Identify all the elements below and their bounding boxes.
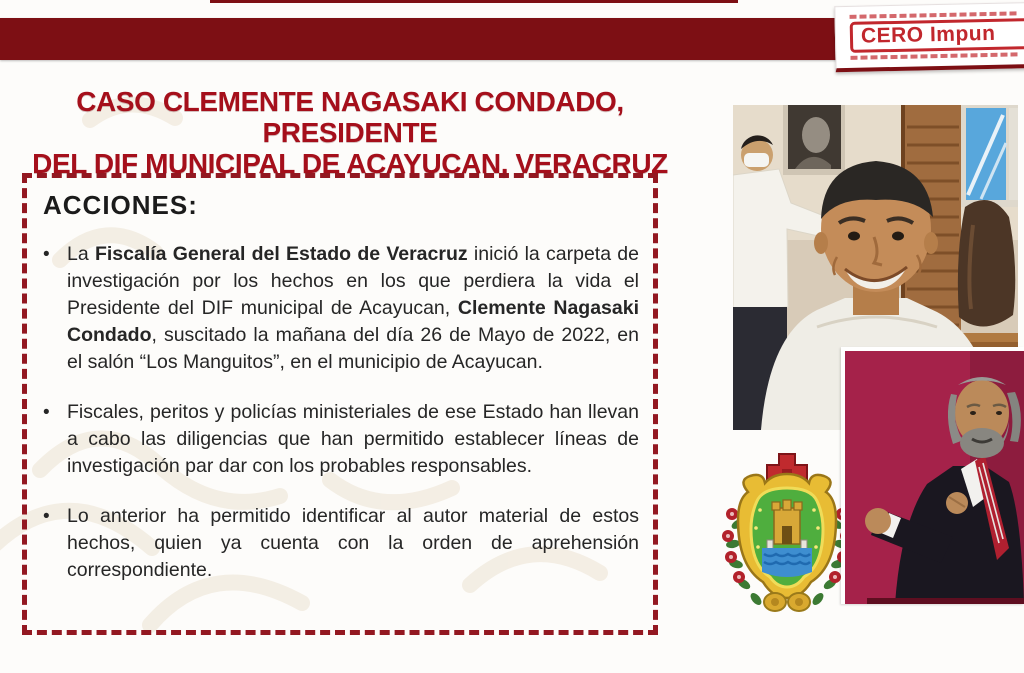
action-bullet-1 <box>39 241 639 376</box>
actions-panel <box>22 173 658 635</box>
action-bullet-2 <box>39 399 639 480</box>
sign-language-interpreter-video <box>841 347 1024 604</box>
actions-bullet-list <box>39 241 639 584</box>
action-bullet-3 <box>39 503 639 584</box>
header-bar <box>0 18 852 60</box>
actions-heading: ACCIONES: <box>43 190 198 220</box>
case-title <box>0 86 700 179</box>
stamp-fine-print-bottom <box>850 52 1018 60</box>
bullet-dot: • <box>43 402 50 423</box>
stamp-label: CERO Impun <box>850 17 1024 53</box>
action-bullet-3-text: Lo anterior ha permitido identificar al autor material de estos hechos, quien ya cuenta con la orden de aprehensión correspondiente. <box>67 505 639 581</box>
veracruz-coat-of-arms <box>722 452 852 622</box>
cero-impunidad-stamp <box>834 2 1024 72</box>
bullet-dot: • <box>43 506 50 527</box>
stamp-fine-print-top <box>850 11 1018 19</box>
case-title-line1: CASO CLEMENTE NAGASAKI CONDADO, PRESIDENTE <box>76 86 624 148</box>
action-bullet-1-text: La Fiscalía General del Estado de Veracruz inició la carpeta de investigación por los hechos en los que perdiera la vida el Presidente del DIF municipal de Acayucan, Clemente Nagasaki Condado, suscitado la mañana del día 26 de Mayo de 2022, en el salón “Los Manguitos”, en el municipio de Acayucan. <box>67 243 640 373</box>
case-title-line2: DEL DIF MUNICIPAL DE ACAYUCAN, VERACRUZ <box>32 148 668 179</box>
bullet-dot: • <box>43 244 50 265</box>
action-bullet-2-text: Fiscales, peritos y policías ministeriales de ese Estado han llevan a cabo las diligencias que han permitido establecer líneas de investigación par dar con los probables responsables. <box>67 401 639 477</box>
top-rule-line <box>210 0 738 3</box>
